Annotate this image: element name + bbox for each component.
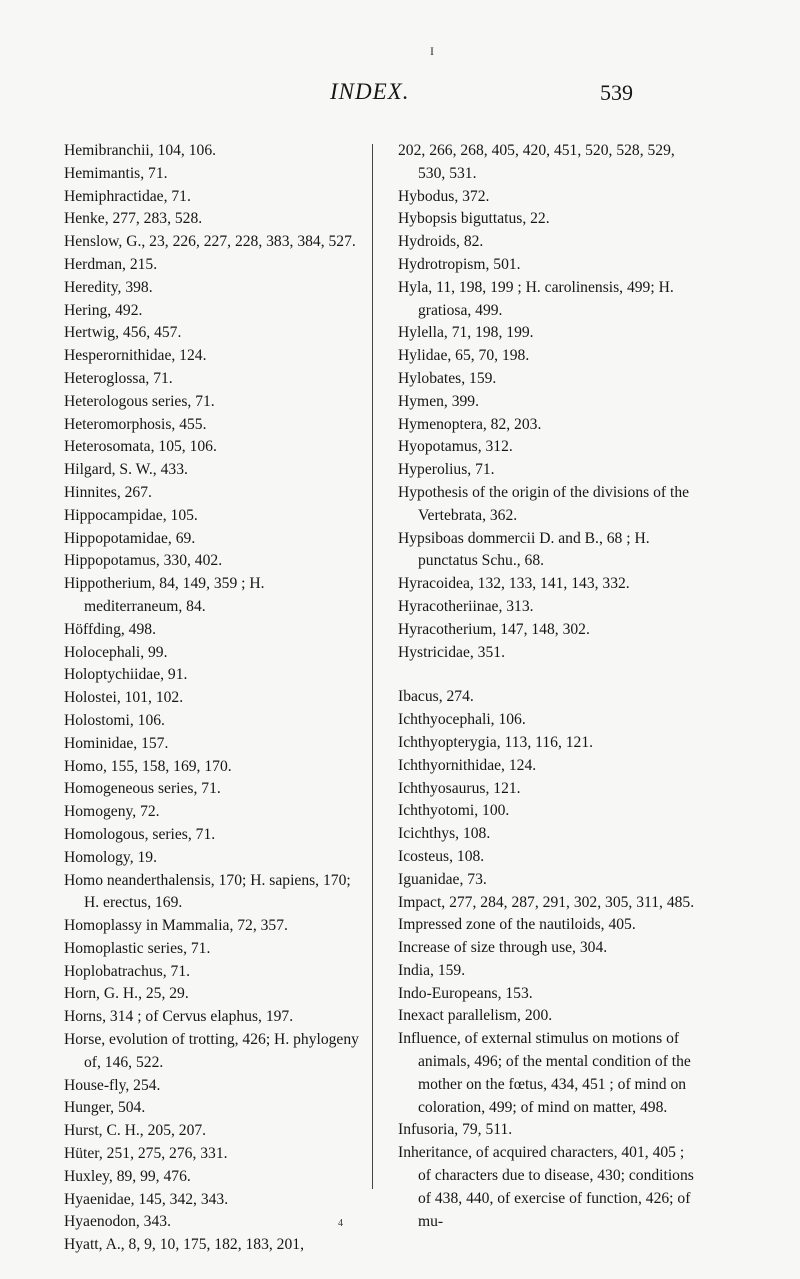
index-entry: Horns, 314 ; of Cervus elaphus, 197.	[64, 1008, 294, 1026]
index-entry: India, 159.	[398, 961, 466, 979]
index-entry: Hesperornithidae, 124.	[64, 347, 207, 365]
index-entry: Ichthyosaurus, 121.	[398, 779, 521, 797]
index-entry: Hylidae, 65, 70, 198.	[398, 347, 530, 365]
column-divider	[372, 144, 373, 1189]
left-column	[64, 140, 364, 1257]
index-entry: Inexact parallelism, 200.	[398, 1007, 553, 1025]
index-entry: Homologous, series, 71.	[64, 825, 216, 843]
index-entry: Hinnites, 267.	[64, 483, 152, 501]
index-entry: Hypsiboas dommercii D. and B., 68 ; H. punctatus Schu., 68.	[398, 529, 650, 570]
index-entry: Hyracotherium, 147, 148, 302.	[398, 620, 590, 638]
index-entry: Icosteus, 108.	[398, 847, 485, 865]
index-entry: Hüter, 251, 275, 276, 331.	[64, 1145, 228, 1163]
index-entry: Hominidae, 157.	[64, 734, 169, 752]
index-entry: Hylobates, 159.	[398, 369, 497, 387]
index-entry: Hyperolius, 71.	[398, 461, 495, 479]
index-entry: Hyopotamus, 312.	[398, 438, 513, 456]
index-entry: Hurst, C. H., 205, 207.	[64, 1122, 207, 1140]
index-entry: Heterologous series, 71.	[64, 392, 215, 410]
index-entry: Homology, 19.	[64, 848, 157, 866]
index-entry: Indo-Europeans, 153.	[398, 984, 533, 1002]
index-entry: Hyracoidea, 132, 133, 141, 143, 332.	[398, 575, 630, 593]
index-entry: Ibacus, 274.	[398, 688, 474, 706]
index-entry: Ichthyotomi, 100.	[398, 802, 510, 820]
index-entry: Holocephali, 99.	[64, 643, 168, 661]
index-entry: Ichthyornithidae, 124.	[398, 756, 537, 774]
index-entry: Homogeny, 72.	[64, 803, 160, 821]
index-entry: Heredity, 398.	[64, 278, 153, 296]
index-entry: Infusoria, 79, 511.	[398, 1121, 513, 1139]
index-entry: Heteromorphosis, 455.	[64, 415, 207, 433]
index-entry: Heterosomata, 105, 106.	[64, 438, 217, 456]
index-entry: 202, 266, 268, 405, 420, 451, 520, 528, 529, 530, 531.	[398, 142, 675, 182]
index-entry: Icichthys, 108.	[398, 825, 491, 843]
index-entry: Hertwig, 456, 457.	[64, 324, 182, 342]
index-entry: Holostei, 101, 102.	[64, 689, 184, 707]
index-entry: Homo neanderthalensis, 170; H. sapiens, 170; H. erectus, 169.	[64, 871, 351, 912]
index-entry: Hyaenidae, 145, 342, 343.	[64, 1190, 229, 1208]
index-entry: Hyatt, A., 8, 9, 10, 175, 182, 183, 201,	[64, 1236, 304, 1254]
index-entry: Hemiphractidae, 71.	[64, 187, 191, 205]
index-entry: Hoplobatrachus, 71.	[64, 962, 191, 980]
index-entry: Hystricidae, 351.	[398, 643, 505, 661]
index-entry: Hydroids, 82.	[398, 233, 484, 251]
index-entry: Influence, of external stimulus on motions of animals, 496; of the mental condition of the mother on the fœtus, 434, 451 ; of mind on coloration, 499; of mind on matter, 498.	[398, 1030, 691, 1116]
top-mark: I	[430, 44, 434, 58]
index-entry: Hippocampidae, 105.	[64, 506, 198, 524]
index-entry: Holostomi, 106.	[64, 711, 165, 729]
index-entry: Ichthyopterygia, 113, 116, 121.	[398, 733, 594, 751]
index-entry: Homoplassy in Mammalia, 72, 357.	[64, 917, 288, 935]
index-entry: Höffding, 498.	[64, 620, 156, 638]
index-entry: Hippotherium, 84, 149, 359 ; H. mediterraneum, 84.	[64, 575, 265, 615]
index-entry: Heteroglossa, 71.	[64, 369, 173, 387]
index-entry: Herdman, 215.	[64, 255, 158, 273]
index-entry: Homoplastic series, 71.	[64, 939, 211, 957]
index-entry: Hemimantis, 71.	[64, 164, 168, 182]
index-entry: Hylella, 71, 198, 199.	[398, 324, 534, 342]
page-number: 539	[600, 80, 633, 105]
index-entry: Inheritance, of acquired characters, 401, 405 ; of characters due to disease, 430; conditions of 438, 440, of exercise of function, 426; of mu-	[398, 1144, 694, 1230]
index-entry: Hilgard, S. W., 433.	[64, 461, 188, 479]
index-entry: Hydrotropism, 501.	[398, 255, 521, 273]
index-entry: Homogeneous series, 71.	[64, 780, 221, 798]
index-entry: Hemibranchii, 104, 106.	[64, 142, 217, 159]
index-entry: Hyla, 11, 198, 199 ; H. carolinensis, 499; H. gratiosa, 499.	[398, 278, 674, 319]
index-entry: Impressed zone of the nautiloids, 405.	[398, 916, 636, 934]
index-entry: Increase of size through use, 304.	[398, 939, 608, 957]
index-entry: Ichthyocephali, 106.	[398, 711, 526, 729]
letter-group-gap	[398, 664, 698, 686]
index-entry: Hymen, 399.	[398, 392, 479, 410]
index-entry: House-fly, 254.	[64, 1076, 161, 1094]
index-entry: Huxley, 89, 99, 476.	[64, 1167, 191, 1185]
index-entry: Hybodus, 372.	[398, 187, 490, 205]
bottom-mark: 4	[338, 1218, 343, 1229]
right-column	[398, 140, 698, 1233]
index-entry: Hyaenodon, 343.	[64, 1213, 171, 1231]
index-entry: Impact, 277, 284, 287, 291, 302, 305, 311, 485.	[398, 893, 695, 911]
page-header-title: INDEX.	[330, 79, 410, 104]
index-entry: Hybopsis biguttatus, 22.	[398, 210, 550, 228]
index-entry: Horn, G. H., 25, 29.	[64, 985, 189, 1003]
index-entry: Hypothesis of the origin of the divisions of the Vertebrata, 362.	[398, 483, 690, 524]
index-entry: Holoptychiidae, 91.	[64, 666, 188, 684]
index-entry: Hering, 492.	[64, 301, 143, 319]
index-entry: Hyracotheriinae, 313.	[398, 597, 534, 615]
index-entry: Henslow, G., 23, 226, 227, 228, 383, 384, 527.	[64, 233, 356, 251]
index-entry: Henke, 277, 283, 528.	[64, 210, 203, 228]
index-entry: Iguanidae, 73.	[398, 870, 487, 888]
index-entry: Hippopotamus, 330, 402.	[64, 552, 223, 570]
index-entry: Hunger, 504.	[64, 1099, 146, 1117]
index-entry: Homo, 155, 158, 169, 170.	[64, 757, 232, 775]
index-entry: Horse, evolution of trotting, 426; H. phylogeny of, 146, 522.	[64, 1031, 359, 1071]
index-entry: Hippopotamidae, 69.	[64, 529, 196, 547]
index-entry: Hymenoptera, 82, 203.	[398, 415, 542, 433]
